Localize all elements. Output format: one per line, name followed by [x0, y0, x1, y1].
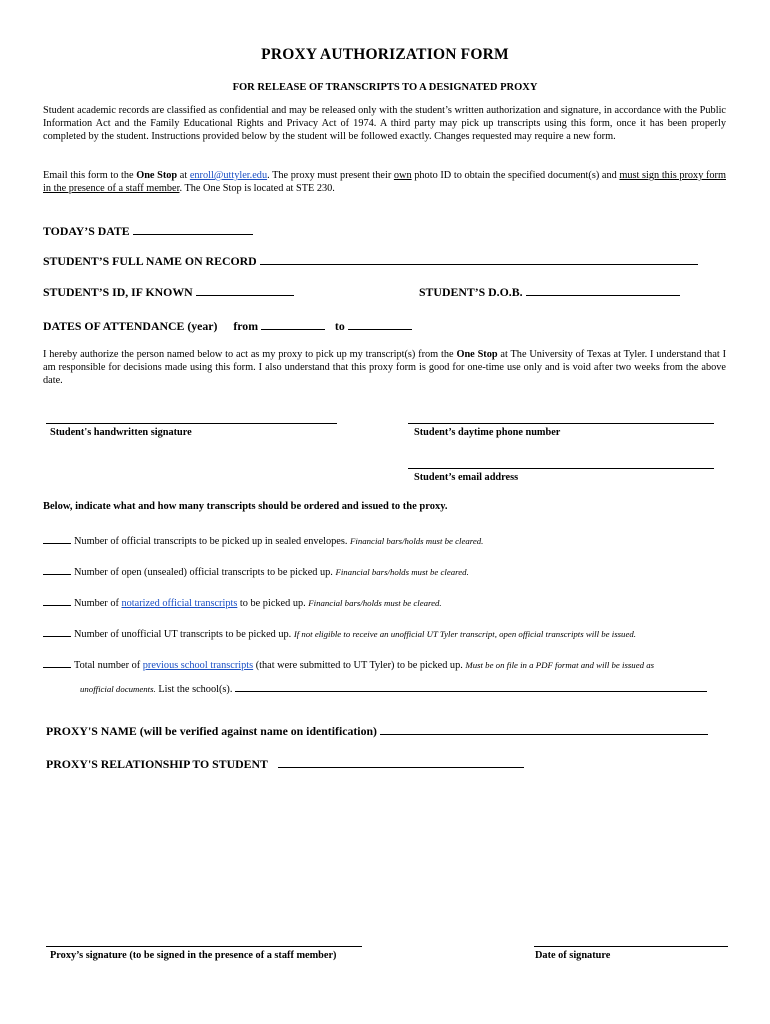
student-name-row: [43, 253, 698, 269]
dates-attendance-label: DATES OF ATTENDANCE (year): [43, 319, 218, 333]
previous-school-link[interactable]: previous school transcripts: [142, 660, 254, 671]
todays-date-row: [43, 223, 253, 239]
transcript-item-notarized: Number of notarized official transcripts to be picked up. Financial bars/holds must be cleared.: [43, 596, 442, 609]
notarized-count-field[interactable]: [43, 596, 71, 606]
student-phone-label: Student’s daytime phone number: [414, 427, 561, 438]
email-link[interactable]: enroll@uttyler.edu: [189, 170, 268, 181]
attendance-from-field[interactable]: [261, 318, 325, 330]
authorization-paragraph: I hereby authorize the person named below to act as my proxy to pick up my transcript(s) from the One Stop at The University of Texas at Tyler. I understand that I am responsible for decisions made using this form. I also understand that this proxy form is good for one-time use only and is void after two weeks from the above date.: [43, 349, 727, 387]
student-id-row: [43, 284, 294, 300]
form-title: PROXY AUTHORIZATION FORM: [261, 46, 509, 63]
transcript-item-unofficial: Number of unofficial UT transcripts to be picked up. If not eligible to receive an unofficial UT Tyler transcript, open official transcripts will be issued.: [43, 627, 636, 640]
sealed-count-field[interactable]: [43, 534, 71, 544]
proxy-signature-label: Proxy’s signature (to be signed in the presence of a staff member): [50, 950, 337, 961]
proxy-signature-line[interactable]: [46, 946, 362, 947]
attendance-to-field[interactable]: [348, 318, 412, 330]
student-email-line[interactable]: [408, 468, 714, 469]
date-of-signature-label: Date of signature: [535, 950, 611, 961]
proxy-relationship-row: [46, 756, 524, 772]
student-email-label: Student’s email address: [414, 472, 519, 483]
proxy-name-row: [46, 723, 708, 739]
proxy-name-field[interactable]: [380, 723, 708, 735]
intro-paragraph: Student academic records are classified as confidential and may be released only with the student’s written authorization and signature, in accordance with the Public Information Act and the Family Educational Rights and Privacy Act of 1974. A third party may pick up transcripts using this form, once it has been properly completed by the student. Instructions provided below by the student will be followed exactly. Changes requested may require a new form.: [43, 105, 726, 143]
one-stop-label: One Stop: [136, 170, 178, 181]
form-subtitle: FOR RELEASE OF TRANSCRIPTS TO A DESIGNATED PROXY: [232, 82, 538, 93]
todays-date-field[interactable]: [133, 223, 253, 235]
student-dob-field[interactable]: [526, 284, 680, 296]
unofficial-count-field[interactable]: [43, 627, 71, 637]
student-id-field[interactable]: [196, 284, 294, 296]
school-list-field[interactable]: [235, 683, 707, 692]
student-name-label: STUDENT’S FULL NAME ON RECORD: [43, 254, 257, 268]
proxy-relationship-field[interactable]: [278, 756, 524, 768]
transcripts-heading: Below, indicate what and how many transcripts should be ordered and issued to the proxy.: [43, 501, 448, 512]
student-dob-row: [419, 284, 680, 300]
school-list-row: unofficial documents. List the school(s).: [80, 683, 707, 695]
dates-attendance-row: [43, 318, 412, 334]
student-signature-line[interactable]: [46, 423, 337, 424]
student-phone-line[interactable]: [408, 423, 714, 424]
previous-count-field[interactable]: [43, 658, 71, 668]
transcript-item-previous: Total number of previous school transcripts (that were submitted to UT Tyler) to be picked up. Must be on file in a PDF format and will be issued as: [43, 658, 654, 671]
student-name-field[interactable]: [260, 253, 698, 265]
transcript-item-sealed: Number of official transcripts to be picked up in sealed envelopes. Financial bars/holds must be cleared.: [43, 534, 483, 547]
student-dob-label: STUDENT’S D.O.B.: [419, 285, 523, 299]
to-label: to: [334, 319, 345, 333]
proxy-relationship-label: PROXY'S RELATIONSHIP TO STUDENT: [46, 757, 268, 771]
must-sign-note: must sign this proxy form in the presence of a staff member: [43, 170, 726, 195]
notarized-link[interactable]: notarized official transcripts: [121, 598, 238, 609]
open-count-field[interactable]: [43, 565, 71, 575]
from-label: from: [233, 319, 259, 333]
date-of-signature-line[interactable]: [534, 946, 728, 947]
transcript-item-open: Number of open (unsealed) official transcripts to be picked up. Financial bars/holds must be cleared.: [43, 565, 469, 578]
student-signature-label: Student's handwritten signature: [50, 427, 192, 438]
student-id-label: STUDENT’S ID, IF KNOWN: [43, 285, 193, 299]
email-instructions: Email this form to the One Stop at enroll@uttyler.edu. The proxy must present their own photo ID to obtain the specified document(s) and must sign this proxy form in the presence of a staff member. The One Stop is located at STE 230.: [43, 170, 726, 195]
proxy-name-label: PROXY'S NAME (will be verified against name on identification): [46, 724, 377, 738]
todays-date-label: TODAY’S DATE: [43, 224, 130, 238]
